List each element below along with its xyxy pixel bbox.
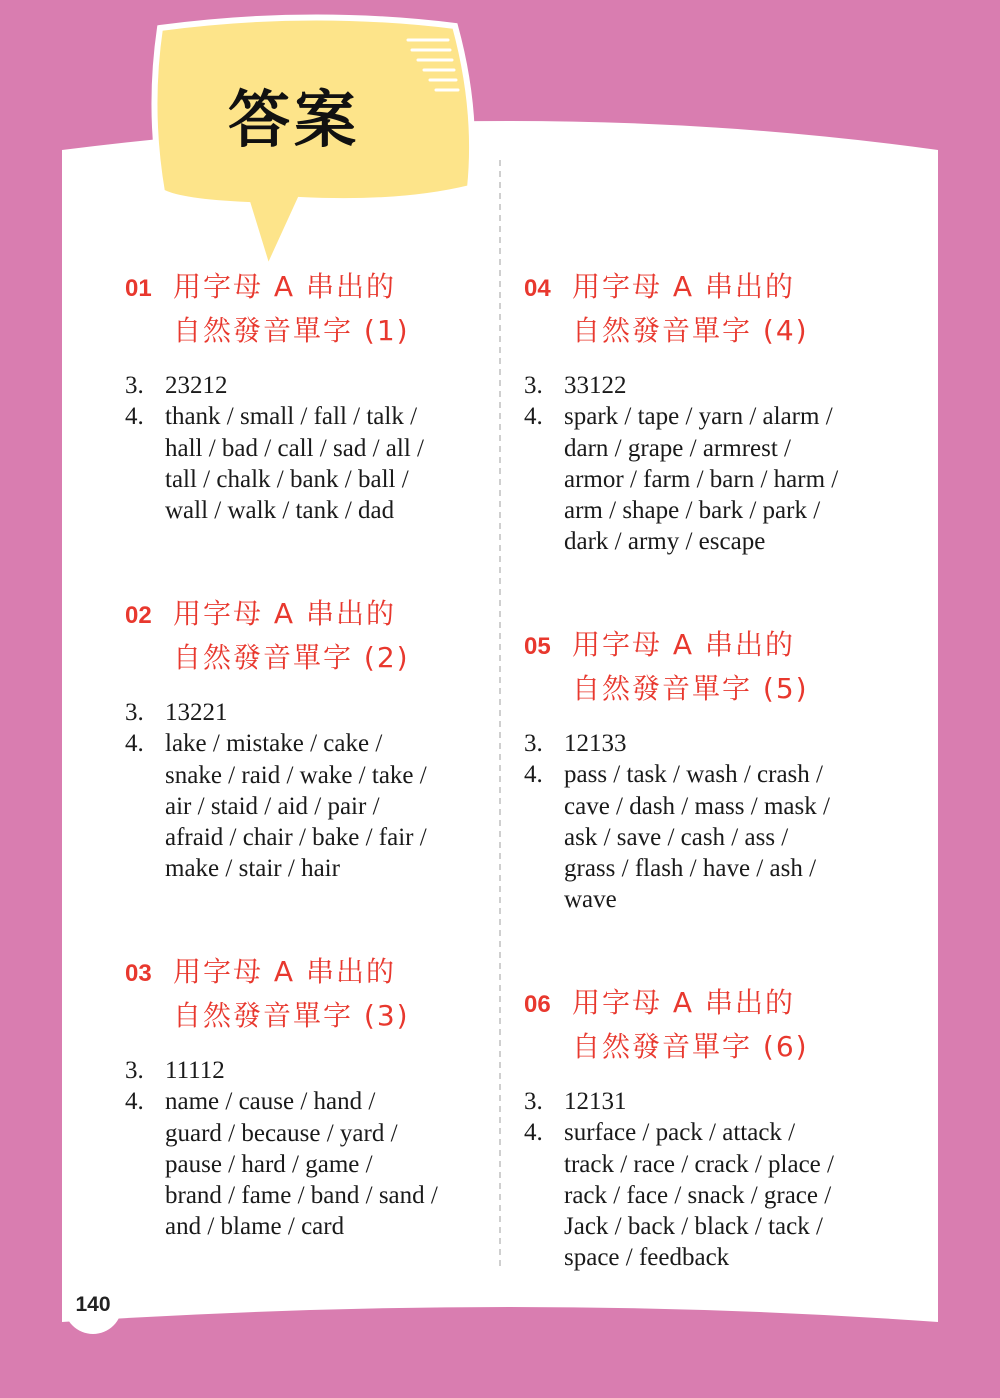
answer-number: 3.: [125, 699, 144, 726]
answer-number: 4.: [524, 761, 543, 789]
answer-item: [524, 1117, 884, 1273]
answer-item: [125, 728, 485, 884]
section-title-line2: 自然發音單字 (2): [173, 641, 410, 674]
page-title: 答案: [228, 83, 361, 156]
answer-text: name / cause / hand / guard / because / yard / pause / hard / game / brand / fame / band / sand / and / blame / card: [165, 1088, 438, 1241]
section-title-line1: 用字母 A 串出的: [173, 955, 396, 988]
answer-section-04: [524, 266, 884, 558]
section-number: 03: [125, 960, 152, 987]
answer-list: [125, 1055, 485, 1243]
section-heading: [125, 951, 485, 1037]
answer-text: 12131: [564, 1088, 627, 1115]
answer-item: [524, 401, 884, 557]
section-title-line2: 自然發音單字 (5): [572, 672, 809, 705]
section-heading: [125, 266, 485, 352]
section-heading: [524, 266, 884, 352]
answer-number: 3.: [125, 1057, 144, 1084]
section-title-line2: 自然發音單字 (3): [173, 999, 410, 1032]
answer-number: 4.: [125, 730, 144, 758]
answer-text: 23212: [165, 372, 228, 399]
section-title-line1: 用字母 A 串出的: [572, 986, 795, 1019]
answer-number: 4.: [524, 403, 543, 431]
answer-item: [125, 370, 485, 401]
section-title-line1: 用字母 A 串出的: [572, 270, 795, 303]
answer-item: [524, 1086, 884, 1117]
answer-item: [125, 1055, 485, 1086]
section-title-line2: 自然發音單字 (1): [173, 314, 410, 347]
answer-item: [125, 401, 485, 526]
answer-item: [524, 759, 884, 915]
section-title-line2: 自然發音單字 (6): [572, 1030, 809, 1063]
answer-text: 12133: [564, 730, 627, 757]
answer-number: 4.: [524, 1119, 543, 1147]
answer-text: 33122: [564, 372, 627, 399]
answer-section-06: [524, 982, 884, 1274]
answer-number: 3.: [524, 1088, 543, 1115]
answer-list: [524, 1086, 884, 1274]
section-number: 01: [125, 275, 152, 302]
answer-section-03: [125, 951, 485, 1243]
answer-text: 13221: [165, 699, 228, 726]
answer-number: 4.: [125, 403, 144, 431]
section-heading: [524, 624, 884, 710]
answer-text: thank / small / fall / talk / hall / bad / call / sad / all / tall / chalk / bank / ball / wall / walk / tank / dad: [165, 403, 424, 525]
answer-list: [125, 697, 485, 885]
answer-item: [125, 1086, 485, 1242]
answer-list: [125, 370, 485, 526]
section-title-line2: 自然發音單字 (4): [572, 314, 809, 347]
section-title-line1: 用字母 A 串出的: [572, 628, 795, 661]
answer-item: [125, 697, 485, 728]
answer-item: [524, 370, 884, 401]
section-number: 06: [524, 991, 551, 1018]
section-heading: [125, 593, 485, 679]
answer-number: 3.: [524, 372, 543, 399]
section-heading: [524, 982, 884, 1068]
answer-text: spark / tape / yarn / alarm / darn / grape / armrest / armor / farm / barn / harm / arm / shape / bark / park / dark / army / escape: [564, 403, 839, 556]
answer-list: [524, 728, 884, 916]
page-number: 140: [64, 1276, 122, 1334]
section-number: 04: [524, 275, 551, 302]
answer-section-05: [524, 624, 884, 916]
answer-number: 3.: [524, 730, 543, 757]
answer-text: pass / task / wash / crash / cave / dash / mass / mask / ask / save / cash / ass / grass / flash / have / ash / wave: [564, 761, 830, 914]
answer-number: 3.: [125, 372, 144, 399]
answer-item: [524, 728, 884, 759]
answer-text: 11112: [165, 1057, 225, 1084]
section-number: 02: [125, 602, 152, 629]
answer-text: surface / pack / attack / track / race / crack / place / rack / face / snack / grace / Jack / back / black / tack / space / feedback: [564, 1119, 834, 1272]
answer-section-01: [125, 266, 485, 526]
answer-section-02: [125, 593, 485, 885]
answer-text: lake / mistake / cake / snake / raid / wake / take / air / staid / aid / pair / afraid / chair / bake / fair / make / stair / hair: [165, 730, 427, 883]
section-title-line1: 用字母 A 串出的: [173, 270, 396, 303]
answer-number: 4.: [125, 1088, 144, 1116]
answer-list: [524, 370, 884, 558]
section-number: 05: [524, 633, 551, 660]
section-title-line1: 用字母 A 串出的: [173, 597, 396, 630]
